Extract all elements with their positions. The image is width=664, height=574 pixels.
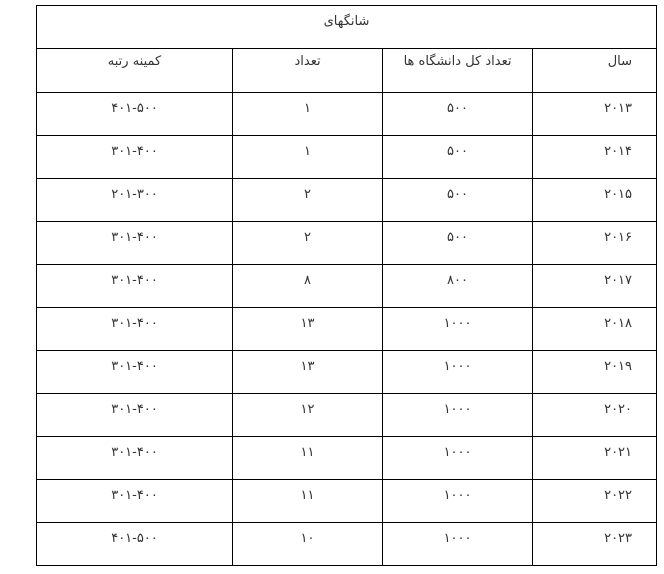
- cell-count-value: ۸: [304, 273, 312, 288]
- cell-year: [533, 351, 657, 394]
- header-row: [37, 49, 657, 93]
- cell-year-value: ۲۰۲۱: [604, 445, 633, 460]
- table-row: [37, 308, 657, 351]
- cell-total: [383, 437, 533, 480]
- cell-total-value: ۱۰۰۰: [443, 488, 472, 503]
- cell-total: [383, 523, 533, 566]
- cell-year: [533, 222, 657, 265]
- cell-min-rank-value: ۳۰۱-۴۰۰: [111, 144, 158, 159]
- cell-year-value: ۲۰۱۵: [604, 187, 633, 202]
- table-row: [37, 222, 657, 265]
- table-row: [37, 136, 657, 179]
- cell-min-rank: [37, 222, 233, 265]
- cell-total: [383, 265, 533, 308]
- cell-count-value: ۱۲: [300, 402, 315, 417]
- cell-total: [383, 394, 533, 437]
- header-cell-count: [233, 49, 383, 93]
- header-year-label: سال: [607, 54, 633, 69]
- cell-min-rank: [37, 351, 233, 394]
- cell-year-value: ۲۰۲۰: [604, 402, 633, 417]
- cell-count: [233, 308, 383, 351]
- cell-count-value: ۱: [304, 144, 312, 159]
- cell-year-value: ۲۰۱۶: [604, 230, 633, 245]
- cell-total-value: ۱۰۰۰: [443, 445, 472, 460]
- table-row: [37, 265, 657, 308]
- cell-total-value: ۸۰۰: [447, 273, 468, 288]
- cell-min-rank-value: ۳۰۱-۴۰۰: [111, 359, 158, 374]
- header-cell-min-rank: [37, 49, 233, 93]
- cell-year-value: ۲۰۱۷: [604, 273, 633, 288]
- cell-year-value: ۲۰۱۳: [604, 101, 633, 116]
- table-row: [37, 523, 657, 566]
- cell-total-value: ۱۰۰۰: [443, 531, 472, 546]
- cell-count-value: ۱: [304, 101, 312, 116]
- cell-min-rank: [37, 179, 233, 222]
- table-row: [37, 93, 657, 136]
- cell-min-rank-value: ۴۰۱-۵۰۰: [111, 531, 158, 546]
- cell-year: [533, 308, 657, 351]
- table-title: شانگهای: [323, 14, 370, 29]
- cell-count: [233, 179, 383, 222]
- table-row: [37, 437, 657, 480]
- header-cell-year: [533, 49, 657, 93]
- cell-min-rank-value: ۳۰۱-۴۰۰: [111, 316, 158, 331]
- cell-count: [233, 265, 383, 308]
- cell-total: [383, 136, 533, 179]
- cell-total: [383, 179, 533, 222]
- cell-year-value: ۲۰۱۸: [604, 316, 633, 331]
- cell-min-rank-value: ۳۰۱-۴۰۰: [111, 273, 158, 288]
- cell-count-value: ۱۰: [300, 531, 315, 546]
- cell-count-value: ۲: [304, 187, 312, 202]
- cell-min-rank: [37, 93, 233, 136]
- cell-total: [383, 308, 533, 351]
- cell-year-value: ۲۰۲۳: [604, 531, 633, 546]
- cell-year: [533, 480, 657, 523]
- cell-year-value: ۲۰۱۴: [604, 144, 633, 159]
- cell-min-rank: [37, 265, 233, 308]
- cell-min-rank: [37, 136, 233, 179]
- cell-total: [383, 480, 533, 523]
- cell-year-value: ۲۰۱۹: [604, 359, 633, 374]
- cell-count: [233, 394, 383, 437]
- table-row: [37, 179, 657, 222]
- cell-year: [533, 93, 657, 136]
- cell-count-value: ۱۳: [300, 359, 315, 374]
- cell-count-value: ۱۱: [300, 445, 315, 460]
- cell-min-rank: [37, 523, 233, 566]
- cell-year: [533, 437, 657, 480]
- cell-count-value: ۱۳: [300, 316, 315, 331]
- cell-total: [383, 351, 533, 394]
- cell-count: [233, 523, 383, 566]
- cell-total-value: ۱۰۰۰: [443, 359, 472, 374]
- cell-count: [233, 136, 383, 179]
- shanghai-ranking-table: [36, 5, 657, 566]
- cell-year: [533, 523, 657, 566]
- header-count-label: تعداد: [294, 54, 321, 69]
- cell-count: [233, 351, 383, 394]
- cell-min-rank-value: ۳۰۱-۴۰۰: [111, 402, 158, 417]
- cell-total: [383, 93, 533, 136]
- cell-total-value: ۱۰۰۰: [443, 316, 472, 331]
- cell-year-value: ۲۰۲۲: [604, 488, 633, 503]
- cell-count: [233, 93, 383, 136]
- cell-min-rank-value: ۳۰۱-۴۰۰: [111, 488, 158, 503]
- cell-total-value: ۵۰۰: [447, 144, 468, 159]
- cell-count: [233, 437, 383, 480]
- cell-total-value: ۵۰۰: [447, 101, 468, 116]
- cell-min-rank-value: ۲۰۱-۳۰۰: [111, 187, 158, 202]
- cell-year: [533, 394, 657, 437]
- cell-min-rank: [37, 480, 233, 523]
- cell-count-value: ۱۱: [300, 488, 315, 503]
- table-row: [37, 394, 657, 437]
- cell-total-value: ۱۰۰۰: [443, 402, 472, 417]
- table-row: [37, 480, 657, 523]
- cell-total-value: ۵۰۰: [447, 230, 468, 245]
- header-min-rank-label: کمینه رتبه: [107, 54, 162, 69]
- cell-min-rank-value: ۴۰۱-۵۰۰: [111, 101, 158, 116]
- header-cell-total: [383, 49, 533, 93]
- cell-total-value: ۵۰۰: [447, 187, 468, 202]
- cell-min-rank: [37, 437, 233, 480]
- table-row: [37, 351, 657, 394]
- cell-count-value: ۲: [304, 230, 312, 245]
- title-row: [37, 6, 657, 49]
- table-title-cell: [37, 6, 657, 49]
- cell-total: [383, 222, 533, 265]
- cell-min-rank-value: ۳۰۱-۴۰۰: [111, 445, 158, 460]
- cell-count: [233, 480, 383, 523]
- header-total-label: تعداد کل دانشگاه ها: [403, 54, 512, 69]
- cell-min-rank: [37, 308, 233, 351]
- cell-min-rank-value: ۳۰۱-۴۰۰: [111, 230, 158, 245]
- cell-count: [233, 222, 383, 265]
- table-body: [37, 6, 657, 566]
- cell-year: [533, 265, 657, 308]
- cell-year: [533, 179, 657, 222]
- cell-year: [533, 136, 657, 179]
- cell-min-rank: [37, 394, 233, 437]
